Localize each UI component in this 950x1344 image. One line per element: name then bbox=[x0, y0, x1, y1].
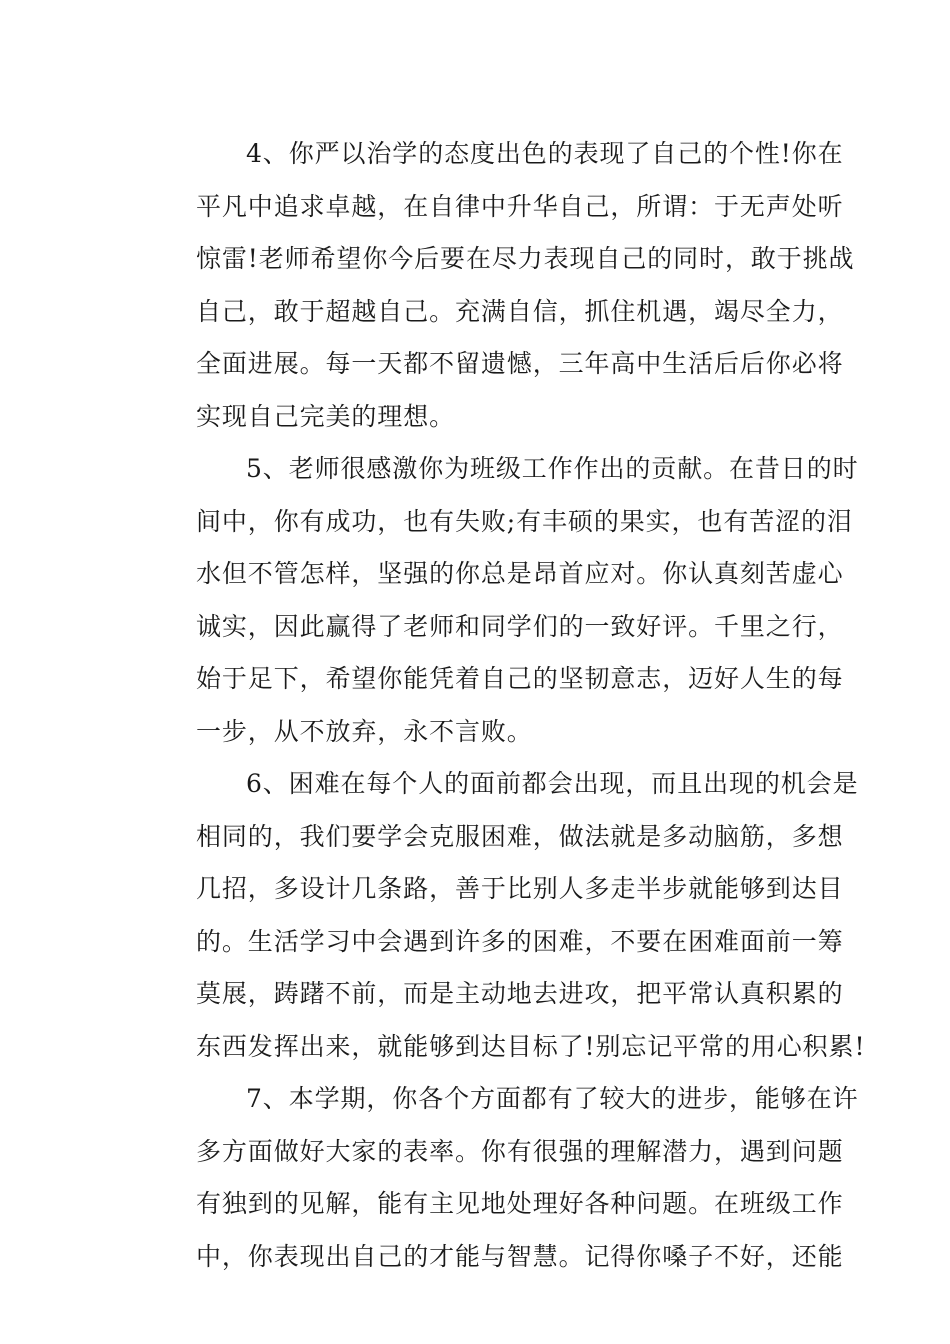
paragraph-line: 7、本学期，你各个方面都有了较大的进步，能够在许 bbox=[246, 1084, 859, 1113]
paragraph-line: 多方面做好大家的表率。你有很强的理解潜力，遇到问题 bbox=[196, 1136, 844, 1166]
paragraph-line: 水但不管怎样，坚强的你总是昂首应对。你认真刻苦虚心 bbox=[196, 559, 844, 588]
paragraph-line: 莫展，踌躇不前，而是主动地去进攻，把平常认真积累的 bbox=[196, 979, 844, 1008]
paragraph-line: 几招，多设计几条路，善于比别人多走半步就能够到达目 bbox=[196, 874, 844, 903]
paragraph-4 bbox=[146, 128, 855, 443]
paragraph-line: 诚实，因此赢得了老师和同学们的一致好评。千里之行， bbox=[196, 611, 844, 641]
paragraph-line: 中，你表现出自己的才能与智慧。记得你嗓子不好，还能 bbox=[196, 1241, 844, 1271]
paragraph-7 bbox=[146, 1073, 859, 1283]
paragraph-line: 4、你严以治学的态度出色的表现了自己的个性!你在 bbox=[246, 139, 844, 168]
paragraph-line: 全面进展。每一天都不留遗憾，三年高中生活后后你必将 bbox=[196, 349, 844, 378]
paragraph-line: 的。生活学习中会遇到许多的困难，不要在困难面前一筹 bbox=[196, 926, 844, 956]
paragraph-line: 惊雷!老师希望你今后要在尽力表现自己的同时，敢于挑战 bbox=[196, 244, 855, 273]
paragraph-5 bbox=[146, 443, 859, 758]
paragraph-line: 相同的，我们要学会克服困难，做法就是多动脑筋，多想 bbox=[196, 821, 844, 851]
paragraph-line: 5、老师很感激你为班级工作作出的贡献。在昔日的时 bbox=[246, 454, 859, 483]
paragraph-line: 一步，从不放弃，永不言败。 bbox=[196, 716, 533, 746]
paragraph-line: 间中，你有成功，也有失败;有丰硕的果实，也有苦涩的泪 bbox=[196, 506, 853, 536]
paragraph-line: 自己，敢于超越自己。充满自信，抓住机遇，竭尽全力， bbox=[196, 296, 844, 326]
paragraph-line: 东西发挥出来，就能够到达目标了!别忘记平常的用心积累! bbox=[196, 1031, 866, 1061]
paragraph-line: 6、困难在每个人的面前都会出现，而且出现的机会是 bbox=[246, 769, 859, 798]
paragraph-6 bbox=[146, 758, 866, 1073]
paragraph-line: 始于足下，希望你能凭着自己的坚韧意志，迈好人生的每 bbox=[196, 664, 844, 693]
paragraph-line: 有独到的见解，能有主见地处理好各种问题。在班级工作 bbox=[196, 1189, 844, 1218]
paragraph-line: 实现自己完美的理想。 bbox=[196, 401, 456, 431]
document-body bbox=[146, 128, 866, 1283]
paragraph-line: 平凡中追求卓越，在自律中升华自己，所谓：于无声处听 bbox=[196, 191, 844, 221]
